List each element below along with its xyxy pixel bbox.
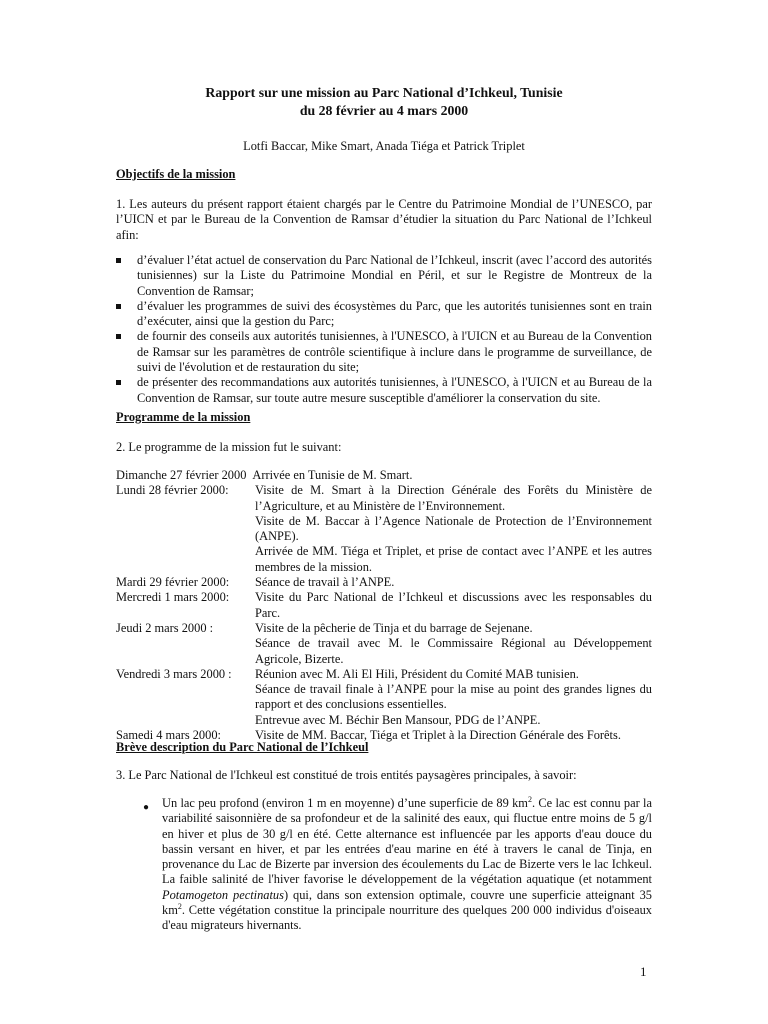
list-item: d’évaluer les programmes de suivi des écosystèmes du Parc, que les autorités tunisiennes sont en train d’exécuter, ainsi que la gestion du Parc;: [116, 299, 652, 330]
schedule-row: [116, 621, 652, 667]
landscape-list: [116, 796, 652, 934]
list-item: d’évaluer l’état actuel de conservation du Parc National de l’Ichkeul, inscrit (avec l’accord des autorités tunisiennes) sur la Liste du Patrimoine Mondial en Péril, et sur le Registre de Montreux de la Convention de Ramsar;: [116, 253, 652, 299]
schedule-row: [116, 667, 652, 728]
heading-description: Brève description du Parc National de l’Ichkeul: [116, 740, 369, 754]
schedule-day: Jeudi 2 mars 2000 :: [116, 620, 214, 635]
page-number: 1: [640, 964, 647, 979]
paragraph-3: 3. Le Parc National de l'Ichkeul est constitué de trois entités paysagères principales, à savoir:: [116, 768, 577, 782]
title-line-1: Rapport sur une mission au Parc National d’Ichkeul, Tunisie: [205, 85, 563, 100]
document-title: [116, 84, 652, 120]
schedule-table: [116, 468, 652, 743]
schedule-day: Dimanche 27 février 2000: [116, 468, 247, 482]
schedule-row: [116, 590, 652, 621]
schedule-desc: Réunion avec M. Ali El Hili, Président du Comité MAB tunisien. Séance de travail finale à l’ANPE pour la mise au point des grandes lignes du rapport et des conclusions essentielles. Entrevue avec M. Béchir Ben Mansour, PDG de l’ANPE.: [255, 666, 652, 727]
schedule-day: Mardi 29 février 2000:: [116, 575, 230, 590]
schedule-day: Samedi 4 mars 2000:: [116, 728, 221, 743]
paragraph-1: 1. Les auteurs du présent rapport étaient chargés par le Centre du Patrimoine Mondial de l’UNESCO, par l’UICN et par le Bureau de la Convention de Ramsar d’étudier la situation du Parc National de l’Ichkeul afin:: [116, 197, 652, 242]
schedule-desc: Visite du Parc National de l’Ichkeul et discussions avec les responsables du Parc.: [255, 590, 652, 620]
objectives-list: [116, 253, 652, 406]
paragraph-2: 2. Le programme de la mission fut le suivant:: [116, 440, 342, 454]
list-item: de présenter des recommandations aux autorités tunisiennes, à l'UNESCO, à l'UICN et au Bureau de la Convention de Ramsar, sur toute autre mesure susceptible d'améliorer la conservation du site.: [116, 375, 652, 406]
round-bullet-icon: ●: [143, 802, 150, 813]
schedule-day: Lundi 28 février 2000:: [116, 483, 229, 498]
list-item: de fournir des conseils aux autorités tunisiennes, à l'UNESCO, à l'UICN et au Bureau de la Convention de Ramsar sur les paramètres de contrôle scientifique à inclure dans le programme de surveillance, de suivi de l'évolution et de restauration du site;: [116, 329, 652, 375]
schedule-desc: Arrivée en Tunisie de M. Smart.: [252, 468, 413, 482]
schedule-day: Vendredi 3 mars 2000 :: [116, 666, 232, 681]
schedule-desc: Séance de travail à l’ANPE.: [255, 575, 395, 590]
schedule-row: [116, 468, 652, 483]
schedule-row: [116, 483, 652, 575]
square-bullet-icon: [116, 380, 121, 385]
schedule-desc: Visite de la pêcherie de Tinja et du barrage de Sejenane. Séance de travail avec M. le Commissaire Régional au Développement Agricole, Bizerte.: [255, 620, 652, 666]
schedule-desc: Visite de M. Smart à la Direction Générale des Forêts du Ministère de l’Agriculture, et au Ministère de l’Environnement. Visite de M. Baccar à l’Agence Nationale de Protection de l’Environnement (ANPE). Arrivée de MM. Tiéga et Triplet, et prise de contact avec l’ANPE et les autres membres de la mission.: [255, 483, 652, 574]
heading-programme: Programme de la mission: [116, 410, 251, 424]
heading-objectifs: Objectifs de la mission: [116, 167, 236, 181]
schedule-desc: Visite de MM. Baccar, Tiéga et Triplet à la Direction Générale des Forêts.: [255, 728, 621, 743]
title-line-2: du 28 février au 4 mars 2000: [299, 103, 469, 118]
list-item: ● Un lac peu profond (environ 1 m en moyenne) d’une superficie de 89 $km^2$. Ce lac est connu par la variabilité saisonnière de sa profondeur et de la salinité des eaux, qui fluctue entre moins de 5 g/l en hiver et plus de 30 g/l en été. Cette alternance est influencée par les apports d'eau douce du bassin versant en hiver, et par les entrées d'eau marine en été à travers le canal de Tinja, en provenance du Lac de Bizerte par inversion des écoulements du Lac de Bizerte vers le lac Ichkeul. La faible salinité de l'hiver favorise le développement de la végétation aquatique (et notamment Potamogeton pectinatus) qui, dans son extension optimale, couvre une superficie atteignant 35 $km^2$. Cette végétation constitue la principale nourriture des quelques 200 000 individus d'oiseaux d'eau migrateurs hivernants.: [143, 794, 652, 933]
square-bullet-icon: [116, 304, 121, 309]
square-bullet-icon: [116, 334, 121, 339]
authors-line: Lotfi Baccar, Mike Smart, Anada Tiéga et Patrick Triplet: [243, 139, 525, 153]
schedule-row: [116, 575, 652, 590]
schedule-day: Mercredi 1 mars 2000:: [116, 590, 230, 605]
square-bullet-icon: [116, 258, 121, 263]
